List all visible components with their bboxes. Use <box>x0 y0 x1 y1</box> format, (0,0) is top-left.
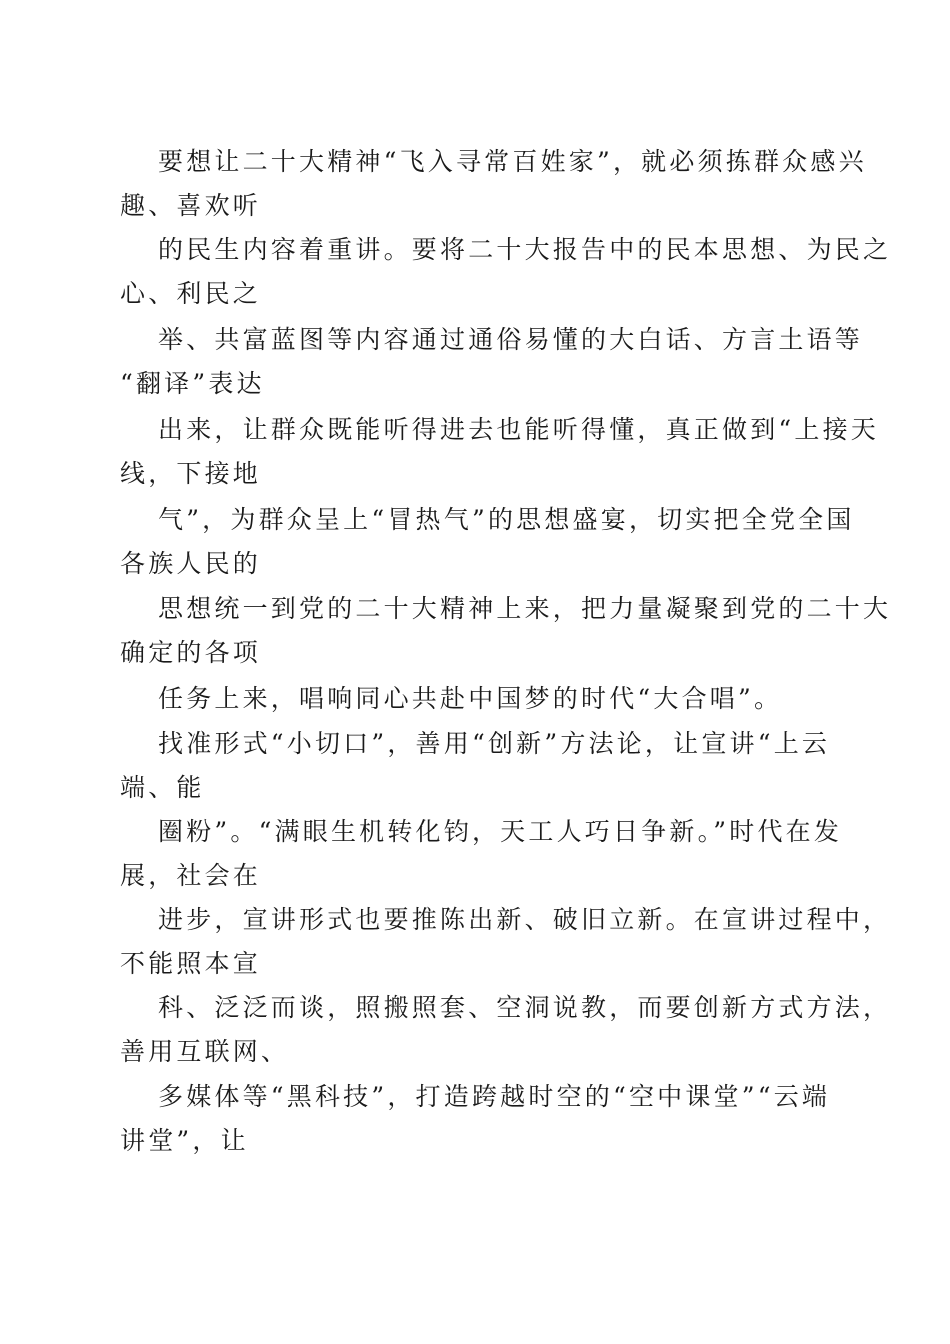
text-line: 多媒体等“黑科技”，打造跨越时空的“空中课堂”“云端 <box>158 1082 831 1111</box>
text-line-wrap: 线，下接地 <box>120 459 262 488</box>
text-line: 气”，为群众呈上“冒热气”的思想盛宴，切实把全党全国 <box>158 505 855 534</box>
text-line-wrap: “翻译”表达 <box>120 369 265 398</box>
text-line-wrap: 确定的各项 <box>120 638 262 667</box>
text-line-wrap: 各族人民的 <box>120 549 262 578</box>
text-line: 思想统一到党的二十大精神上来，把力量凝聚到党的二十大 <box>158 594 892 623</box>
text-line: 圈粉”。“满眼生机转化钧，天工人巧日争新。”时代在发 <box>158 817 843 846</box>
text-block-7 <box>120 677 840 721</box>
text-block-8 <box>120 722 840 810</box>
text-line: 进步，宣讲形式也要推陈出新、破旧立新。在宣讲过程中， <box>158 905 892 934</box>
text-block-9 <box>120 810 843 898</box>
text-line-wrap: 讲堂”，让 <box>120 1126 249 1155</box>
text-line-wrap: 不能照本宣 <box>120 949 262 978</box>
text-line-wrap: 端、能 <box>120 773 205 802</box>
text-line: 任务上来，唱响同心共赴中国梦的时代“大合唱”。 <box>158 684 783 713</box>
text-block-1 <box>120 140 867 228</box>
text-line: 的民生内容着重讲。要将二十大报告中的民本思想、为民之 <box>158 235 892 264</box>
text-line: 要想让二十大精神“飞入寻常百姓家”，就必须拣群众感兴 <box>158 147 867 176</box>
text-block-2 <box>120 228 892 316</box>
text-block-3 <box>120 318 864 406</box>
text-block-6 <box>120 587 892 675</box>
text-line-wrap: 趣、喜欢听 <box>120 191 262 220</box>
text-block-10 <box>120 898 892 986</box>
text-block-12 <box>120 1075 840 1163</box>
text-line: 找准形式“小切口”，善用“创新”方法论，让宣讲“上云 <box>158 729 831 758</box>
text-block-4 <box>120 408 879 496</box>
text-line-wrap: 善用互联网、 <box>120 1037 290 1066</box>
text-line-wrap: 展，社会在 <box>120 861 262 890</box>
text-line: 出来，让群众既能听得进去也能听得懂，真正做到“上接天 <box>158 415 879 444</box>
text-line: 科、泛泛而谈，照搬照套、空洞说教，而要创新方式方法， <box>158 993 892 1022</box>
text-block-5 <box>120 498 855 586</box>
text-line-wrap: 心、利民之 <box>120 279 262 308</box>
text-block-11 <box>120 986 892 1074</box>
text-line: 举、共富蓝图等内容通过通俗易懂的大白话、方言土语等 <box>158 325 864 354</box>
